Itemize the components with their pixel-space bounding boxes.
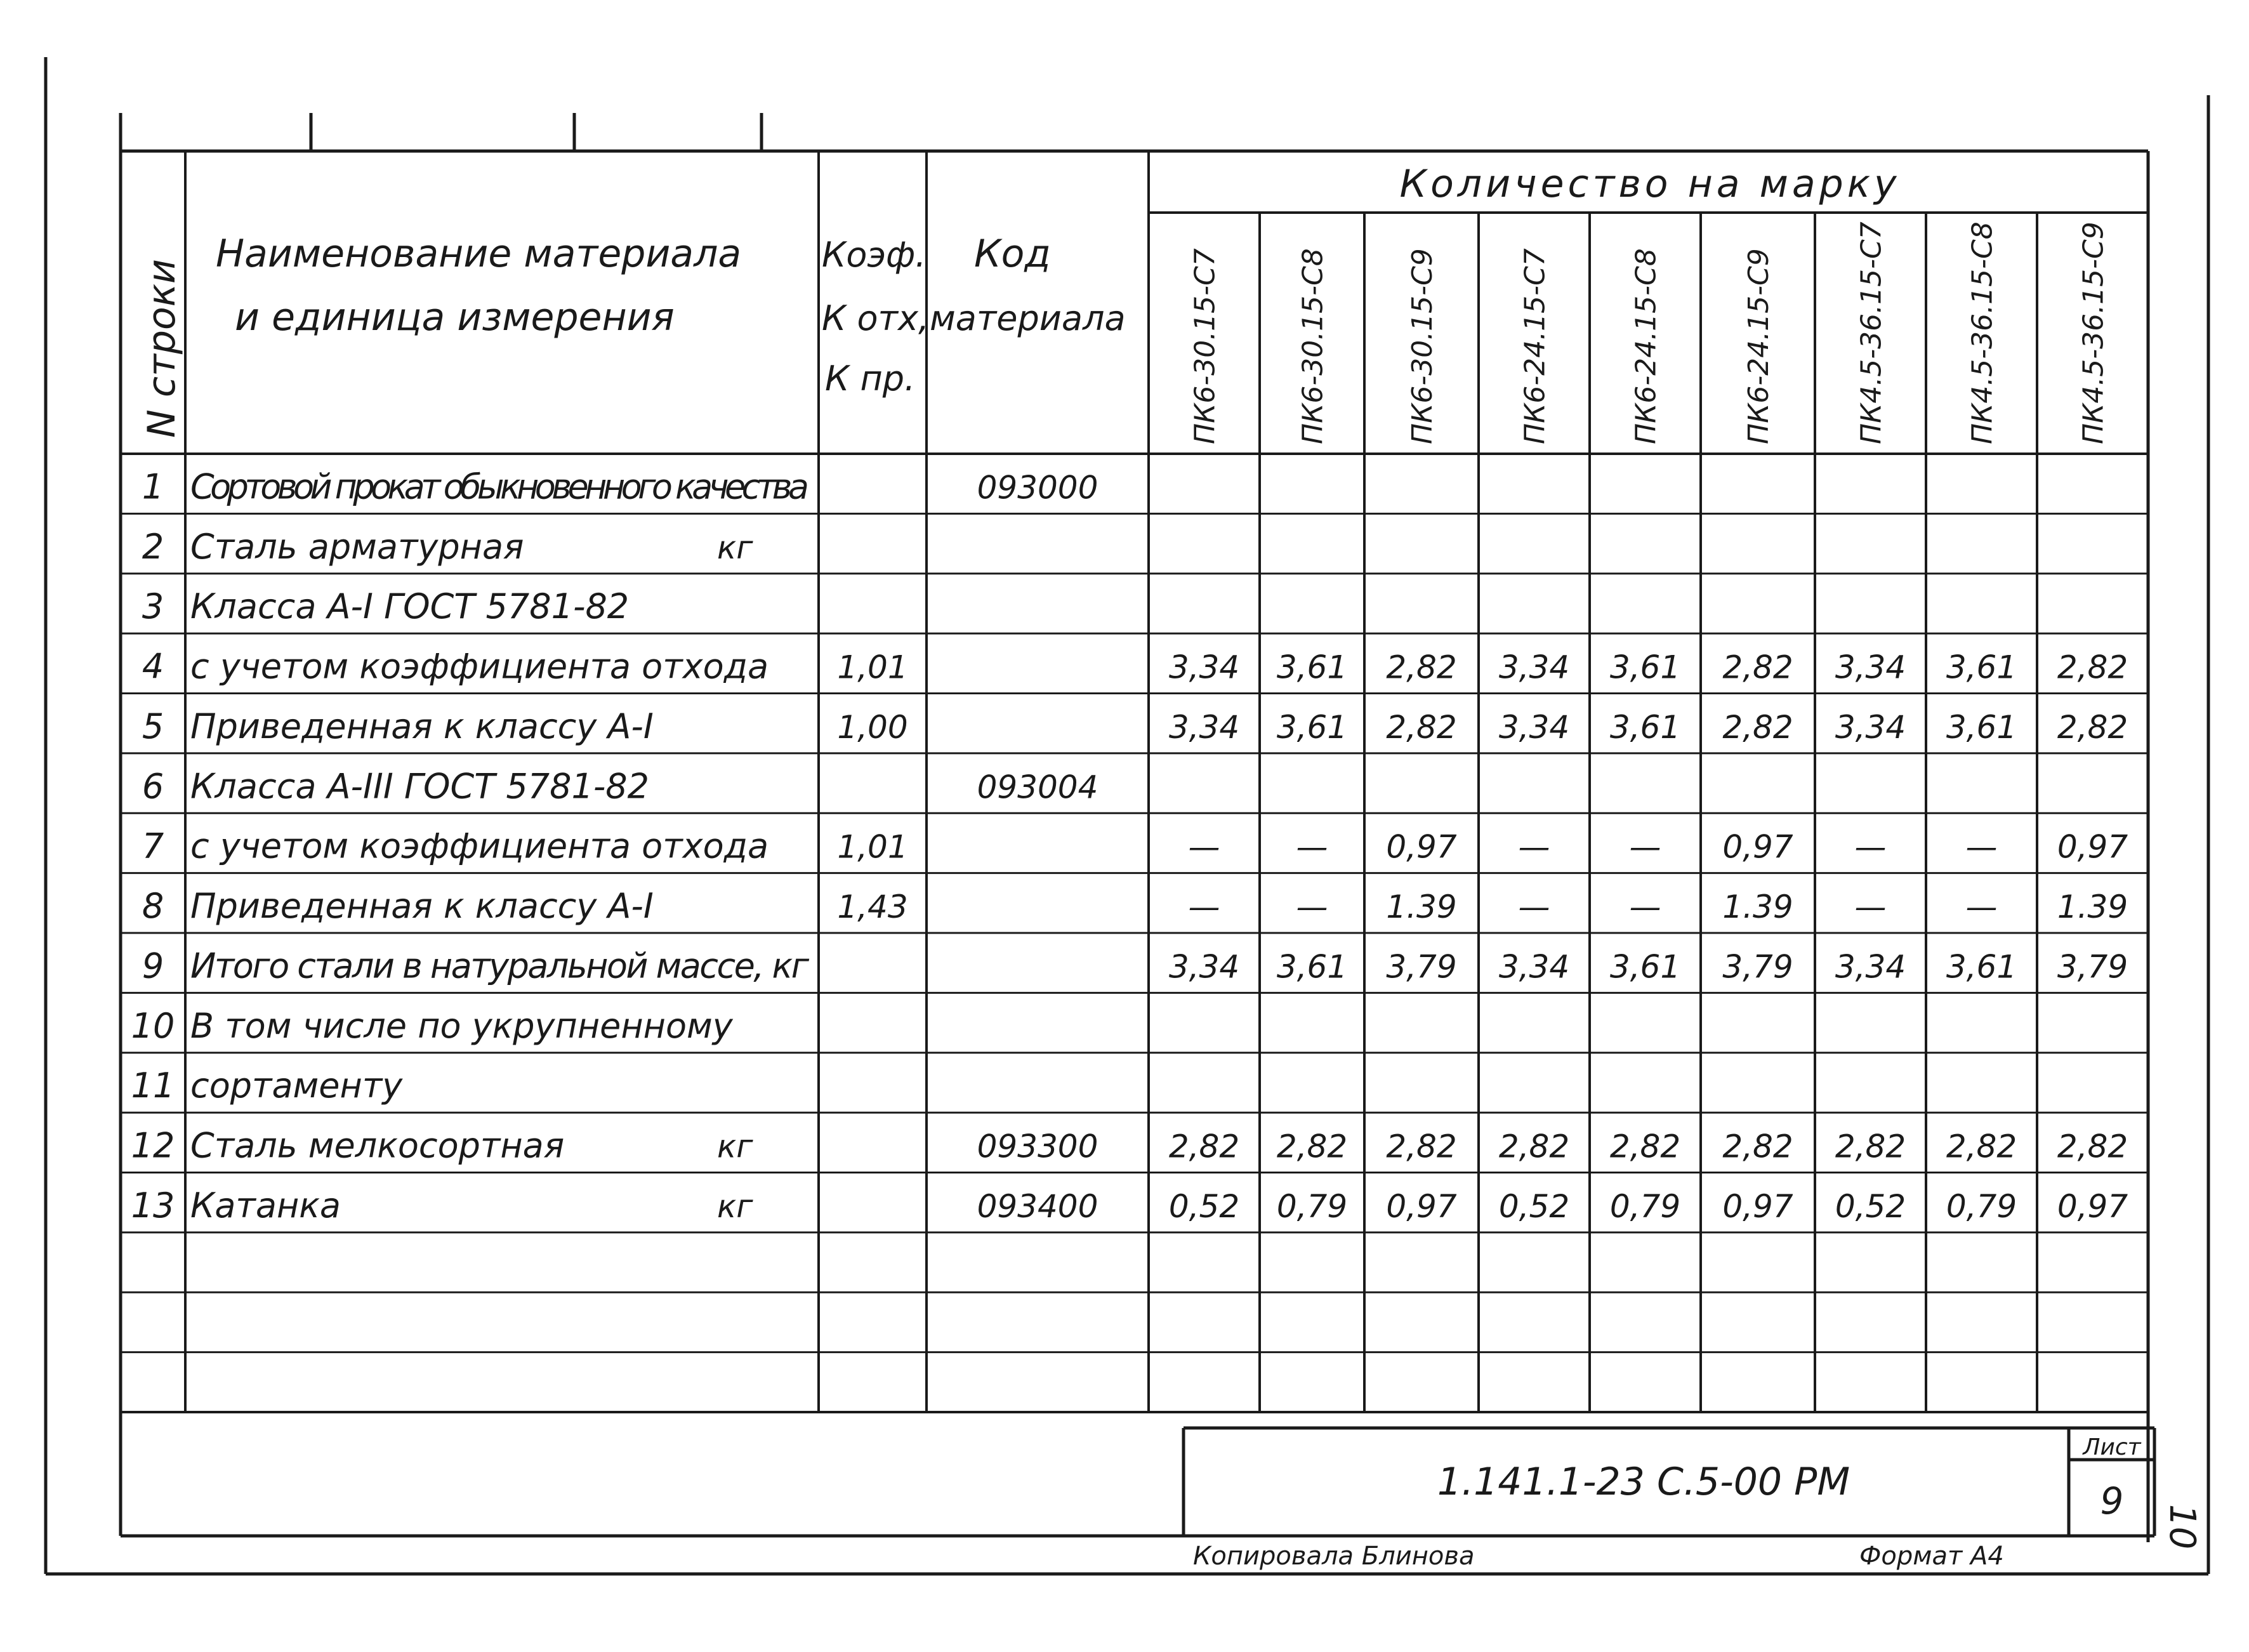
- quantity-value: 0,52: [1168, 1187, 1240, 1225]
- quantity-value: 0,97: [2057, 1187, 2128, 1225]
- mark-header: ПК6-30.15-С9: [1406, 248, 1439, 444]
- quantity-value: 0,97: [1386, 1187, 1457, 1225]
- quantity-value: 2,82: [1609, 1128, 1681, 1165]
- row-number: 10: [131, 1005, 175, 1046]
- material-name: Сортовой прокат обыкновенного качества: [190, 466, 810, 507]
- header-name-line1: Наименование материала: [216, 232, 742, 276]
- quantity-value: 0,97: [2057, 828, 2128, 866]
- unit: кг: [717, 529, 753, 566]
- mark-headers: [1189, 221, 2110, 444]
- material-name: с учетом коэффициента отхода: [190, 826, 769, 866]
- quantity-value: 3,61: [1609, 708, 1681, 746]
- table-row: [131, 1186, 2128, 1226]
- quantity-value: —: [1629, 889, 1661, 925]
- quantity-value: 3,34: [1168, 649, 1240, 686]
- coefficient: 1,00: [837, 708, 908, 746]
- quantity-value: 3,34: [1498, 708, 1570, 746]
- quantity-value: 3,34: [1835, 948, 1906, 986]
- table-row: [142, 586, 629, 626]
- material-name: Итого стали в натуральной массе, кг: [190, 946, 809, 986]
- row-number: 13: [131, 1185, 175, 1226]
- quantity-value: —: [1518, 889, 1550, 925]
- quantity-value: 3,61: [1946, 649, 2017, 686]
- document-code: 1.141.1-23 С.5-00 РМ: [1437, 1460, 1850, 1504]
- quantity-value: 0,52: [1835, 1187, 1906, 1225]
- material-name: Катанка: [190, 1185, 341, 1226]
- row-number: 5: [142, 706, 164, 746]
- table-row: [131, 1126, 2128, 1166]
- material-code: 093000: [977, 469, 1098, 506]
- quantity-value: 3,34: [1498, 649, 1570, 686]
- quantity-value: —: [1296, 828, 1328, 866]
- quantity-value: 3,61: [1276, 708, 1348, 746]
- quantity-value: 3,79: [2057, 948, 2128, 986]
- quantity-value: 3,61: [1946, 708, 2017, 746]
- quantity-value: —: [1629, 828, 1661, 866]
- header-coef-line2: К отх,: [822, 298, 930, 338]
- material-name: с учетом коэффициента отхода: [190, 646, 769, 687]
- quantity-value: 3,34: [1835, 708, 1906, 746]
- header-code-line2: материала: [930, 298, 1126, 338]
- row-number: 4: [142, 646, 164, 687]
- quantity-value: —: [1965, 828, 1998, 866]
- material-name: Сталь арматурная: [190, 526, 524, 567]
- quantity-value: 3,61: [1609, 649, 1681, 686]
- material-name: Приведенная к классу А-I: [190, 886, 654, 926]
- quantity-value: 2,82: [1386, 649, 1457, 686]
- material-name: Сталь мелкосортная: [190, 1125, 565, 1166]
- format-label: Формат А4: [1859, 1542, 2004, 1571]
- quantity-value: 3,79: [1386, 948, 1457, 986]
- row-number: 6: [142, 766, 164, 807]
- quantity-value: 3,61: [1946, 948, 2017, 986]
- quantity-value: —: [1854, 889, 1887, 925]
- table-row: [131, 1006, 734, 1046]
- coefficient: 1,01: [837, 649, 908, 686]
- material-name: сортаменту: [190, 1066, 403, 1106]
- coefficient: 1,43: [837, 889, 908, 925]
- row-number: 3: [142, 586, 164, 627]
- row-number: 12: [131, 1125, 175, 1166]
- table-row: [142, 946, 2128, 986]
- header-code-line1: Код: [974, 232, 1051, 276]
- table-row: [142, 826, 2128, 866]
- quantity-value: 0,79: [1609, 1187, 1681, 1225]
- mark-header: ПК6-24.15-С8: [1630, 248, 1663, 444]
- quantity-value: 3,61: [1276, 649, 1348, 686]
- table-row: [142, 886, 2128, 926]
- table-row: [142, 647, 2128, 687]
- margin-page-number: 10: [2161, 1504, 2203, 1550]
- table-row: [142, 706, 2128, 746]
- header-name-line2: и единица измерения: [235, 295, 675, 340]
- quantity-value: 3,34: [1168, 948, 1240, 986]
- quantity-value: 3,61: [1609, 948, 1681, 986]
- quantity-value: 2,82: [2057, 649, 2128, 686]
- header-row-no: N строки: [140, 259, 184, 438]
- row-number: 9: [142, 946, 164, 986]
- mark-header: ПК4.5-36.15-С7: [1855, 221, 1888, 444]
- table-body: [131, 466, 2128, 1226]
- sheet-number: 9: [2100, 1479, 2124, 1523]
- unit: кг: [717, 1128, 753, 1165]
- header-coef-line1: Коэф.: [822, 235, 927, 275]
- quantity-value: —: [1188, 889, 1220, 925]
- quantity-value: 3,34: [1498, 948, 1570, 986]
- quantity-value: 2,82: [1386, 1128, 1457, 1165]
- quantity-value: —: [1854, 828, 1887, 866]
- material-name: Приведенная к классу А-I: [190, 706, 654, 746]
- header-coef-line3: К пр.: [825, 359, 916, 399]
- copied-by: Копировала Блинова: [1193, 1542, 1475, 1571]
- mark-header: ПК6-30.15-С8: [1296, 248, 1329, 444]
- material-name: Класса А-I ГОСТ 5781-82: [190, 586, 630, 627]
- quantity-value: —: [1518, 828, 1550, 866]
- row-number: 8: [142, 886, 164, 926]
- quantity-value: 0,97: [1722, 828, 1793, 866]
- material-code: 093300: [977, 1128, 1098, 1165]
- quantity-value: 3,34: [1168, 708, 1240, 746]
- quantity-value: 2,82: [2057, 708, 2128, 746]
- quantity-value: 2,82: [1835, 1128, 1906, 1165]
- unit: кг: [717, 1187, 753, 1225]
- quantity-value: 2,82: [1276, 1128, 1348, 1165]
- quantity-value: 0,97: [1386, 828, 1457, 866]
- row-number: 1: [142, 466, 164, 507]
- quantity-value: 0,79: [1276, 1187, 1348, 1225]
- table-row: [142, 466, 1098, 506]
- quantity-value: 2,82: [1946, 1128, 2017, 1165]
- mark-header: ПК4.5-36.15-С8: [1966, 221, 1999, 444]
- quantity-value: 3,61: [1276, 948, 1348, 986]
- mark-header: ПК6-30.15-С7: [1189, 248, 1222, 444]
- quantity-value: 2,82: [1722, 1128, 1793, 1165]
- coefficient: 1,01: [837, 828, 908, 866]
- quantity-value: 2,82: [1722, 708, 1793, 746]
- quantity-value: 3,79: [1722, 948, 1793, 986]
- quantity-value: —: [1965, 889, 1998, 925]
- quantity-value: 3,34: [1835, 649, 1906, 686]
- quantity-value: 2,82: [1386, 708, 1457, 746]
- row-number: 2: [142, 526, 164, 567]
- quantity-value: 0,97: [1722, 1187, 1793, 1225]
- quantity-value: 1.39: [1722, 889, 1793, 925]
- row-lines: [121, 513, 2148, 1352]
- mark-header: ПК4.5-36.15-С9: [2077, 221, 2110, 444]
- material-name: В том числе по укрупненному: [190, 1005, 733, 1046]
- quantity-value: —: [1296, 889, 1328, 925]
- table-row: [142, 527, 753, 567]
- quantity-value: 2,82: [1722, 649, 1793, 686]
- quantity-value: —: [1188, 828, 1220, 866]
- table-row: [131, 1066, 404, 1106]
- sheet-label: Лист: [2083, 1434, 2141, 1460]
- quantity-value: 0,79: [1946, 1187, 2017, 1225]
- quantity-value: 1.39: [1386, 889, 1457, 925]
- quantity-value: 0,52: [1498, 1187, 1570, 1225]
- header-quantity: Количество на марку: [1399, 162, 1901, 206]
- quantity-value: 2,82: [1168, 1128, 1240, 1165]
- quantity-value: 1.39: [2057, 889, 2128, 925]
- material-name: Класса А-III ГОСТ 5781-82: [190, 766, 650, 807]
- material-code: 093400: [977, 1187, 1098, 1225]
- material-code: 093004: [977, 769, 1098, 806]
- mark-header: ПК6-24.15-С9: [1743, 248, 1775, 444]
- quantity-value: 2,82: [1498, 1128, 1570, 1165]
- row-number: 11: [131, 1066, 175, 1106]
- table-row: [142, 766, 1098, 806]
- mark-header: ПК6-24.15-С7: [1519, 248, 1552, 444]
- quantity-value: 2,82: [2057, 1128, 2128, 1165]
- row-number: 7: [142, 826, 164, 866]
